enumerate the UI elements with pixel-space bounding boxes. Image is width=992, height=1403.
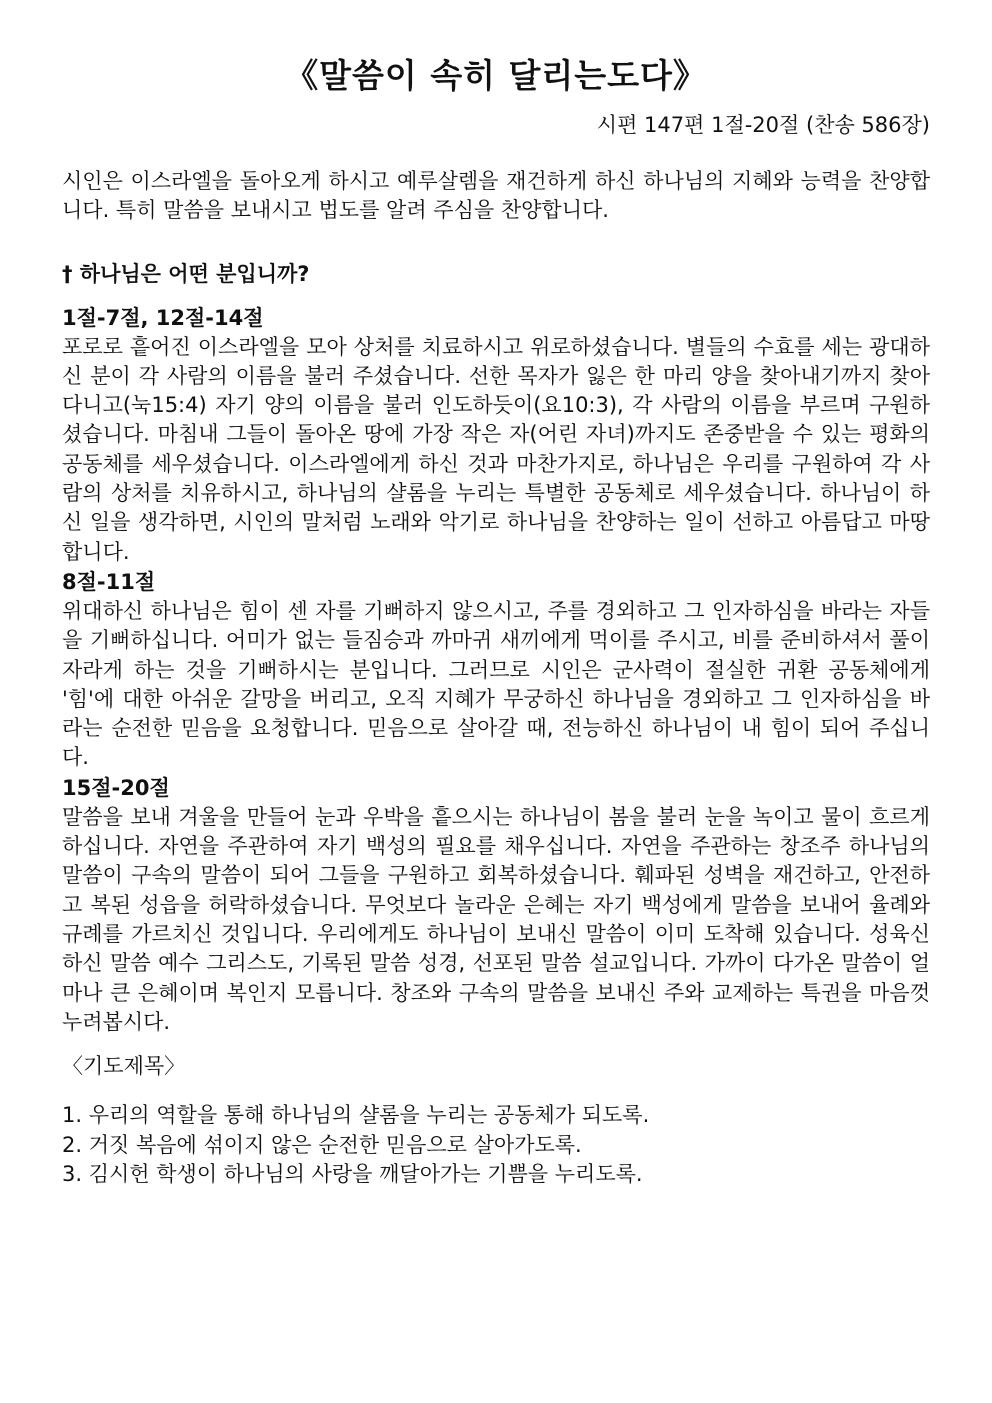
- prayer-item: 1. 우리의 역할을 통해 하나님의 샬롬을 누리는 공동체가 되도록.: [62, 1103, 650, 1128]
- scripture-reference: 시편 147편 1절-20절 (찬송 586장): [596, 113, 930, 137]
- prayer-title: 〈기도제목〉: [62, 1054, 186, 1079]
- bulletin-page: [62, 0, 930, 1190]
- page-title: 《말씀이 속히 달리는도다》: [285, 56, 707, 95]
- prayer-list: [62, 1101, 930, 1190]
- section-body-3: 말씀을 보내 겨울을 만들어 눈과 우박을 흩으시는 하나님이 봄을 불러 눈을 녹이고 물이 흐르게 하십니다. 자연을 주관하여 자기 백성의 필요를 채우십니다. 자연을 주관하는 창조주 하나님의 말씀이 구속의 말씀이 되어 그들을 구원하고 회복하셨습니다. 훼파된 성벽을 재건하고, 안전하고 복된 성읍을 허락하셨습니다. 무엇보다 놀라운 은혜는 자기 백성에게 말씀을 보내어 율례와 규례를 가르치신 것입니다. 우리에게도 하나님이 보내신 말씀이 이미 도착해 있습니다. 성육신하신 말씀 예수 그리스도, 기록된 말씀 성경, 선포된 말씀 설교입니다. 가까이 다가온 말씀이 얼마나 큰 은혜이며 복인지 모릅니다. 창조와 구속의 말씀을 보내신 주와 교제하는 특권을 마음껏 누려봅시다.: [62, 804, 930, 1034]
- section-heading-2: 8절-11절: [62, 569, 156, 594]
- section-heading-3: 15절-20절: [62, 775, 170, 800]
- section-question: † 하나님은 어떤 분입니까?: [62, 261, 310, 286]
- prayer-item: 3. 김시헌 학생이 하나님의 사랑을 깨달아가는 기쁨을 누리도록.: [62, 1162, 643, 1187]
- section-heading-1: 1절-7절, 12절-14절: [62, 305, 264, 330]
- section-body-1: 포로로 흩어진 이스라엘을 모아 상처를 치료하시고 위로하셨습니다. 별들의 수효를 세는 광대하신 분이 각 사람의 이름을 불러 주셨습니다. 선한 목자가 잃은 한 마리 양을 찾아내기까지 찾아다니고(눅15:4) 자기 양의 이름을 불러 인도하듯이(요10:3), 각 사람의 이름을 부르며 구원하셨습니다. 마침내 그들이 돌아온 땅에 가장 작은 자(어린 자녀)까지도 존중받을 수 있는 평화의 공동체를 세우셨습니다. 이스라엘에게 하신 것과 마찬가지로, 하나님은 우리를 구원하여 각 사람의 상처를 치유하시고, 하나님의 샬롬을 누리는 특별한 공동체로 세우셨습니다. 하나님이 하신 일을 생각하면, 시인의 말처럼 노래와 악기로 하나님을 찬양하는 일이 선하고 아름답고 마땅합니다.: [62, 334, 930, 564]
- prayer-item: 2. 거짓 복음에 섞이지 않은 순전한 믿음으로 살아가도록.: [62, 1132, 582, 1157]
- section-body-2: 위대하신 하나님은 힘이 센 자를 기뻐하지 않으시고, 주를 경외하고 그 인자하심을 바라는 자들을 기뻐하십니다. 어미가 없는 들짐승과 까마귀 새끼에게 먹이를 주시고, 비를 준비하셔서 풀이 자라게 하는 것을 기뻐하시는 분입니다. 그러므로 시인은 군사력이 절실한 귀환 공동체에게 '힘'에 대한 아쉬운 갈망을 버리고, 오직 지혜가 무궁하신 하나님을 경외하고 그 인자하심을 바라는 순전한 믿음을 요청합니다. 믿음으로 살아갈 때, 전능하신 하나님이 내 힘이 되어 주십니다.: [62, 598, 930, 770]
- intro-paragraph: 시인은 이스라엘을 돌아오게 하시고 예루살렘을 재건하게 하신 하나님의 지혜와 능력을 찬양합니다. 특히 말씀을 보내시고 법도를 알려 주심을 찬양합니다.: [62, 169, 930, 223]
